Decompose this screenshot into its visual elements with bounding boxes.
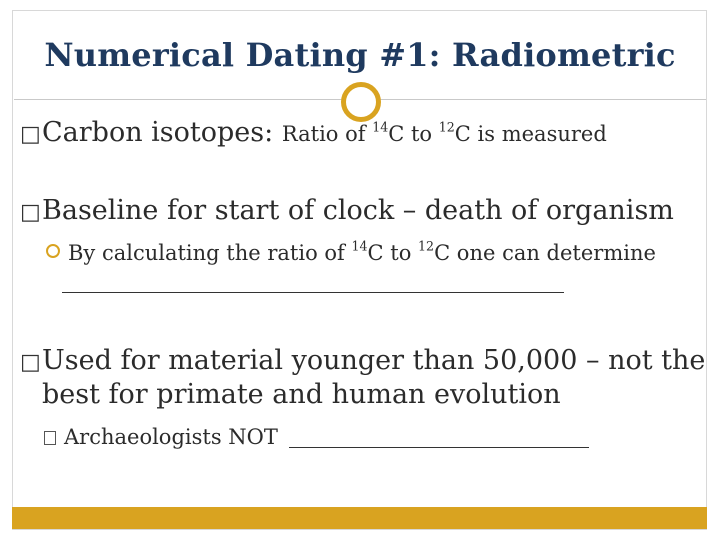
isotope-14-superscript: 14: [372, 119, 389, 135]
bullet-baseline-text: Baseline for start of clock – death of organism: [42, 195, 674, 226]
sub-isotope-12: 12: [418, 238, 435, 254]
sub-text-b: C to: [367, 241, 419, 265]
sub-isotope-14: 14: [351, 238, 368, 254]
bullet-used-continuation: [42, 378, 561, 412]
square-bullet-icon: □: [20, 200, 41, 225]
ring-bullet-icon: [46, 244, 60, 258]
fill-in-blank-line: [62, 292, 564, 293]
box-bullet-icon: [44, 431, 56, 445]
bullet-lead: Carbon isotopes:: [42, 117, 282, 148]
sub-archaeologists-text: Archaeologists NOT: [64, 425, 285, 449]
slide-title: Numerical Dating #1: Radiometric: [44, 36, 676, 74]
sub-bullet-calculating: [46, 240, 656, 266]
sub-text-c: C one can determine: [434, 241, 656, 265]
fill-in-blank-line: [289, 447, 589, 448]
footer-accent-bar: [12, 507, 707, 529]
square-bullet-icon: □: [20, 122, 41, 147]
isotope-text-b: C is measured: [454, 122, 607, 146]
bullet-baseline: [20, 194, 674, 230]
square-bullet-icon: □: [20, 350, 41, 375]
bullet-used-for: [20, 344, 705, 380]
isotope-text-a: C to: [388, 122, 439, 146]
bullet-small-text: Ratio of: [281, 122, 373, 146]
bullet-carbon-isotopes: [20, 116, 607, 152]
bullet-used-line2: best for primate and human evolution: [42, 379, 561, 410]
bullet-used-line1: Used for material younger than 50,000 – not the: [42, 345, 706, 376]
sub-text-a: By calculating the ratio of: [68, 241, 352, 265]
isotope-12-superscript: 12: [438, 119, 455, 135]
sub-bullet-archaeologists: [44, 424, 589, 450]
